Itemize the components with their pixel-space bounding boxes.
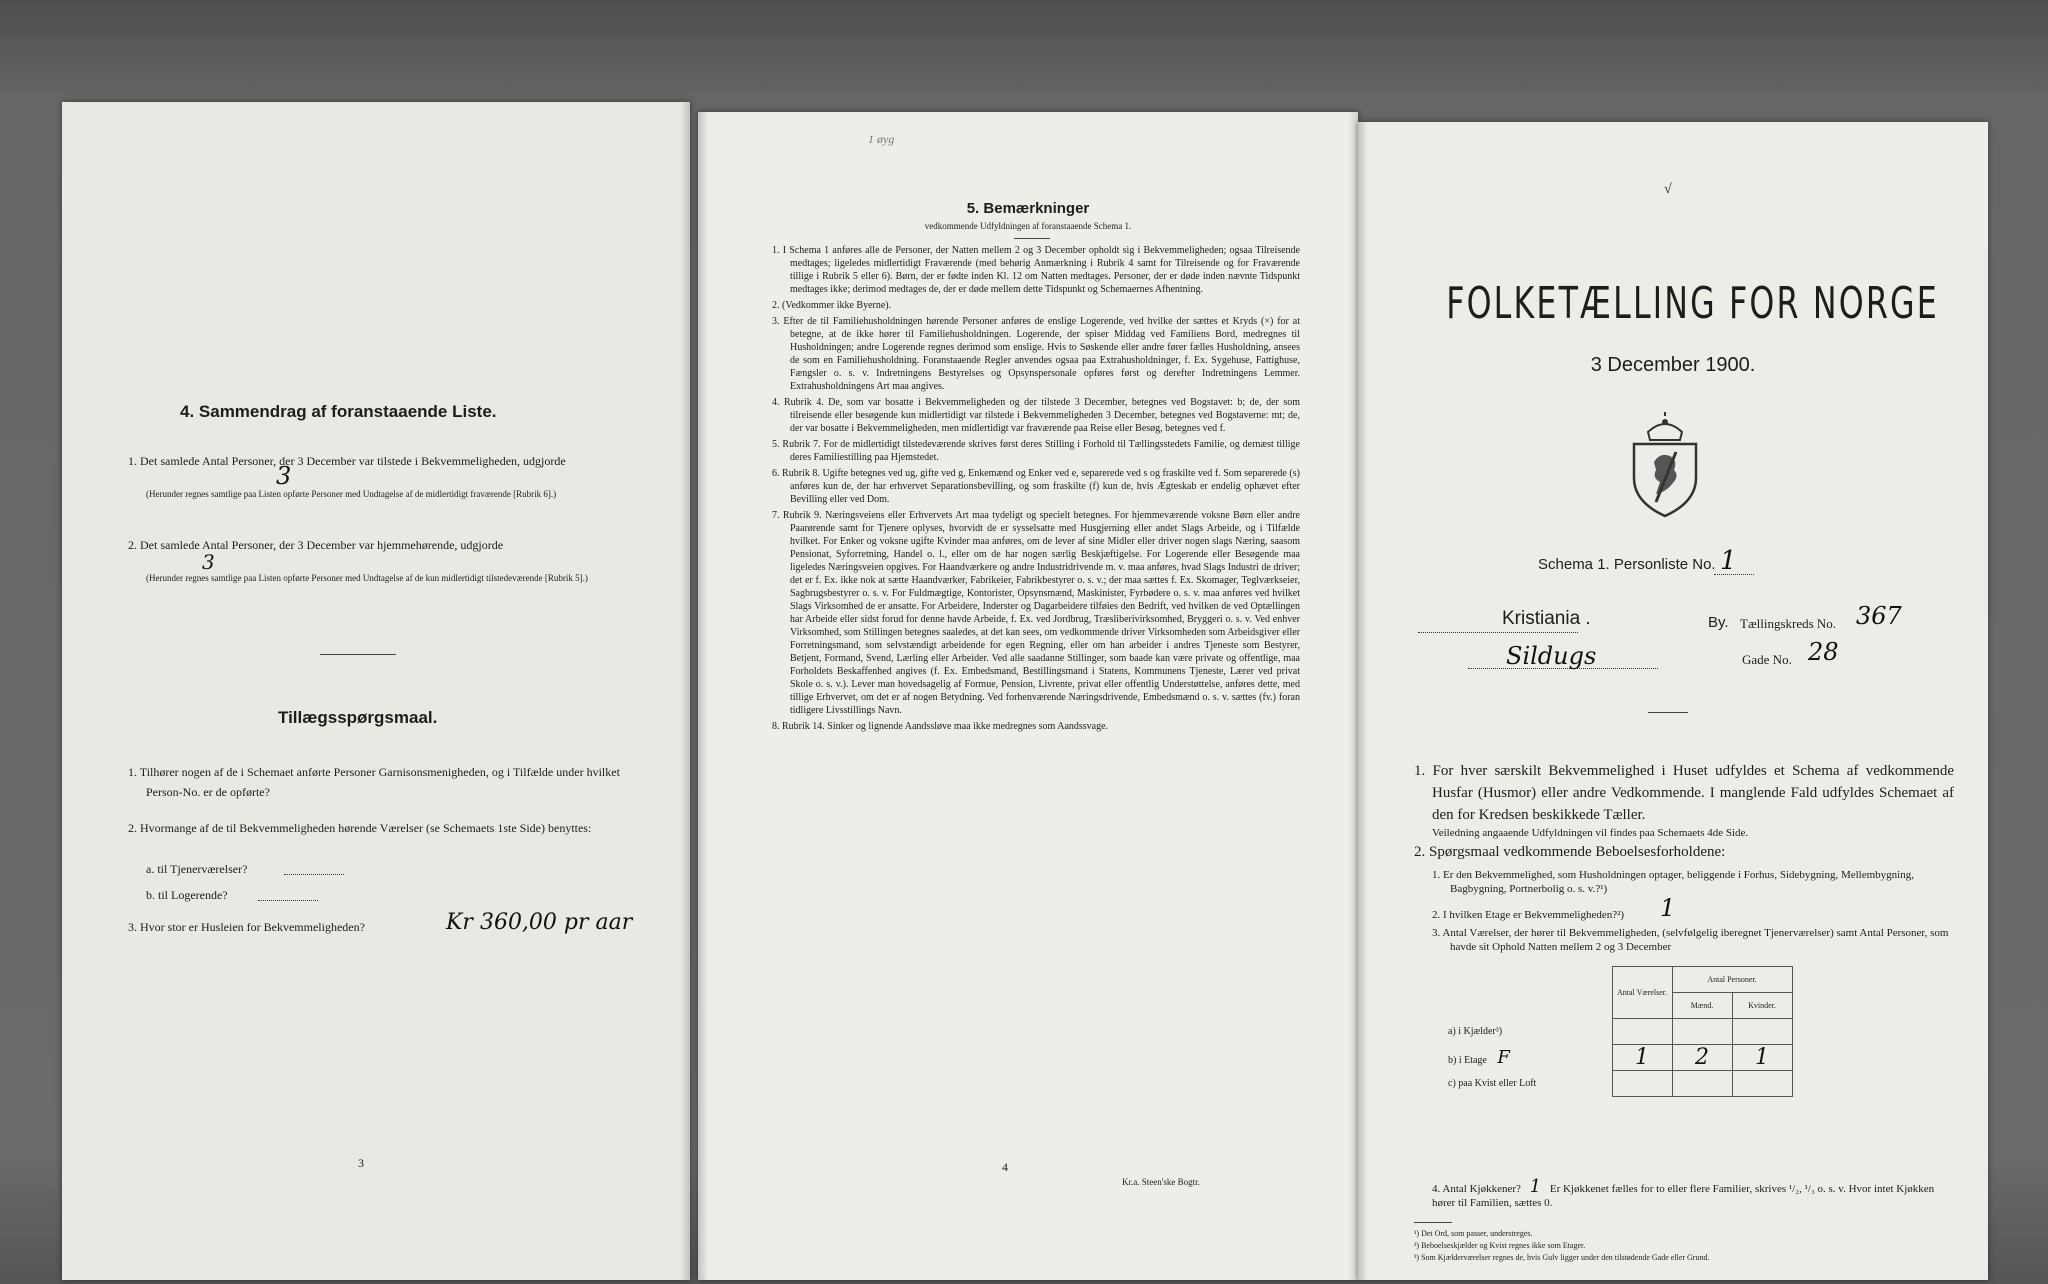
cell-rooms: 1 xyxy=(1612,1045,1672,1071)
page-number: 4 xyxy=(1002,1160,1008,1174)
q2-note: (Herunder regnes samtlige paa Listen opførte Personer med Undtagelse af de kun midlertidigt tilstedeværende [Rubrik 5].) xyxy=(146,573,588,583)
table-row xyxy=(1444,1019,1792,1045)
cell-women: 1 xyxy=(1732,1045,1792,1071)
pencil-mark: 1 øyg xyxy=(868,132,895,146)
cell-men: 2 xyxy=(1672,1045,1732,1071)
t3-text: 3. Hvor stor er Husleien for Bekvemmeligheden? xyxy=(128,920,365,934)
footnote: ¹) Det Ord, som passer, understreges. xyxy=(1414,1229,1533,1238)
occupancy-table xyxy=(1444,966,1793,1097)
row-label: a) i Kjælder³) xyxy=(1448,1026,1503,1037)
footnote: ²) Beboelseskjælder og Kvist regnes ikke som Etager. xyxy=(1414,1241,1586,1250)
question-4-text: Er Kjøkkenet fælles for to eller flere Familier, skrives ¹/₂, ¹/₃ o. s. v. Hvor intet Kjøkken hører til Familien, sættes 0. xyxy=(1432,1183,1935,1209)
cell-women xyxy=(1732,1019,1792,1045)
t1-text: 1. Tilhører nogen af de i Schemaet anførte Personer Garnisonsmenigheden, og i Tilfælde under hvilket Person-No. er de opførte? xyxy=(128,765,620,799)
row-etage: F xyxy=(1497,1047,1510,1068)
header-men: Mænd. xyxy=(1672,993,1732,1019)
main-title-wrap xyxy=(1358,278,1988,329)
remark-item: 5. Rubrik 7. For de midlertidigt tilstedeværende skrives først deres Stilling i Forhold til Tællingsstedets Familie, og dernæst tillige deres Familiestilling paa Hjemstedet. xyxy=(772,439,1300,463)
divider xyxy=(320,654,396,655)
t2b-answer-line xyxy=(258,900,318,901)
cell-men xyxy=(1672,1071,1732,1097)
remark-item: 3. Efter de til Familiehusholdningen hørende Personer anføres de enslige Logerende, ved hvilke der sættes et Kryds (×) for at betegne, at de ikke hører til Familiehusholdningen. Logerende, der spiser Middag ved Familiens Bord, medregnes til Husholdningen; andre Logerende regnes derimod som enslige. Hvis to Søskende eller andre fører fælles Husholdning, ansees de som en Familiehusholdning. Foranstaaende Regler anvendes ogsaa paa Extrahusholdninger, f. Ex. Sygehuse, Fattighuse, Fængsler o. s. v. Indretningens Bestyrelses og Opsynspersonale opføres først og derefter Indretningens Lemmer. Extrahusholdningens Art maa angives. xyxy=(772,316,1300,392)
header-women: Kvinder. xyxy=(1732,993,1792,1019)
page-fold xyxy=(680,102,690,1280)
header-rooms: Antal Værelser. xyxy=(1612,967,1672,1019)
footnote-divider xyxy=(1414,1222,1452,1223)
page-3 xyxy=(62,102,690,1280)
page-number: 3 xyxy=(358,1156,364,1170)
schema-label: Schema 1. Personliste No. xyxy=(1538,556,1716,573)
date-line: 3 December 1900. xyxy=(1590,354,1756,376)
question-2-value: 1 xyxy=(1660,894,1676,922)
section5-subtitle: vedkommende Udfyldningen af foranstaaende Schema 1. xyxy=(924,221,1132,231)
remark-item: 6. Rubrik 8. Ugifte betegnes ved ug, gifte ved g, Enkemænd og Enker ved e, separerede ved s og fraskilte ved f. Som separerede (s) anføres kun de, der har erhvervet Separationsbevilling, og som fraskilte (f) kun de, hvis Ægteskab er endelig ophævet efter Bevilling eller ved Dom. xyxy=(772,468,1300,505)
header-persons: Antal Personer. xyxy=(1672,967,1792,993)
city-value: Kristiania . xyxy=(1502,608,1591,629)
divider xyxy=(1648,712,1688,713)
table-row xyxy=(1444,1045,1792,1071)
by-label: By. xyxy=(1708,614,1729,631)
q1-text: 1. Det samlede Antal Personer, der 3 December var tilstede i Bekvemmeligheden, udgjorde xyxy=(128,454,566,468)
remark-item: 7. Rubrik 9. Næringsveiens eller Erhvervets Art maa tydeligt og specielt betegnes. For hjemmeværende voksne Børn eller andre Paarørende samt for Tjenere oplyses, hvorvidt de er sysselsatte med Husgjerning eller andet Slags Arbeide, og i Tilfælde hvilket. For Enker og voksne ugifte Kvinder maa anføres, om de lever af sine Midler eller driver nogen slags Næring, saasom Pensionat, Syforretning, Handel o. l., eller om de har nogen særlig Beskjæftigelse. For Logerende eller Besøgende maa ligeledes Næringsveien opgives. For Haandværkere og andre Industridrivende m. v. maa anføres, hvad Slags Industri de driver; det er f. Ex. ikke nok at sætte Haandværker, Fabrikeier, Fabrikbestyrer o. s. v.; der maa sættes f. Ex. Skomager, Teglværkseier, Sagbrugsbestyrer o. s. v. For Fuldmægtige, Kontorister, Opsynsmænd, Maskinister, Fyrbødere o. s. v. maa anføres ved hvilket Slags Virksomhed de er ansatte. For Arbeidere, Inderster og Dagarbeidere tilføies den Bedrift, ved hvilken de ved Optællingen har Arbeide eller sidst forud for denne havde Arbeide, f. Ex. ved Jordbrug, Træsliberivirksomhed, Bryggeri o. s. v. Ved enhver Virksomhed, som Stillingen betegnes saaledes, at det kan sees, om vedkommende driver Virksomheden som Arbeidsgiver eller Forretningsmand, som selvstændigt arbeidende for egen Regning, eller om han arbeider i andres Tjeneste som Bestyrer, Betjent, Formand, Svend, Lærling eller Arbeider. Ved alle saadanne Stillinger, som baade kan være private og offentlige, maa Forholdets Beskaffenhed angives (f. Ex. Embedsmand, Bestillingsmand i Statens, Kommunens Tjeneste, Lærer ved privat Skole o. s. v.). Lever man hovedsagelig af Formue, Pension, Livrente, privat eller offentlig Understøttelse, anføres dette, med tillige Erhvervet, om det er af nogen Betydning. Ved forhenværende Næringsdrivende, Embedsmænd o. s. v. sættes (fv.) foran tidligere Livsstillings Navn. xyxy=(772,510,1300,716)
t3-handwritten-value: Kr 360,00 pr aar xyxy=(446,910,633,935)
table-row xyxy=(1444,1071,1792,1097)
question-4-label: 4. Antal Kjøkkener? xyxy=(1432,1183,1521,1195)
remark-item: 2. (Vedkommer ikke Byerne). xyxy=(772,300,892,311)
q1-note: (Herunder regnes samtlige paa Listen opførte Personer med Undtagelse af de midlertidigt fraværende [Rubrik 6].) xyxy=(146,489,557,499)
row-label: c) paa Kvist eller Loft xyxy=(1448,1078,1537,1089)
printer-mark: Kr.a. Steen'ske Bogtr. xyxy=(1122,1177,1200,1187)
section5-title: 5. Bemærkninger xyxy=(966,200,1090,217)
tillaeg-title: Tillægsspørgsmaal. xyxy=(278,708,438,727)
q2-handwritten-value: 3 xyxy=(202,550,215,574)
instruction-2: 2. Spørgsmaal vedkommende Beboelsesforholdene: xyxy=(1414,844,1726,860)
remarks-list xyxy=(772,244,1300,736)
check-mark: √ xyxy=(1664,182,1672,197)
krets-value: 367 xyxy=(1856,602,1902,630)
footnotes xyxy=(1414,1228,1954,1264)
main-title: FOLKETÆLLING FOR NORGE xyxy=(1446,278,1939,329)
city-line xyxy=(1418,632,1578,633)
question-4-value: 1 xyxy=(1529,1176,1542,1197)
coat-of-arms-icon xyxy=(1626,412,1704,518)
footnote: ³) Som Kjælderværelser regnes de, hvis Gulv ligger under den tilstødende Gade eller Grund. xyxy=(1414,1253,1710,1262)
page-fold xyxy=(1348,112,1358,1280)
schema-line xyxy=(1714,574,1754,575)
question-1: 1. Er den Bekvemmelighed, som Husholdningen optager, beliggende i Forhus, Sidebygning, Mellembygning, Bagbygning, Portnerbolig o. s. v.?¹) xyxy=(1432,869,1914,895)
divider xyxy=(1014,238,1050,239)
t2a-label: a. til Tjenerværelser? xyxy=(146,862,248,876)
gade-value: 28 xyxy=(1808,638,1839,666)
page-fold xyxy=(698,112,708,1280)
page-1 xyxy=(1358,122,1988,1280)
schema-value: 1 xyxy=(1720,546,1737,576)
page-4 xyxy=(698,112,1358,1280)
question-3: 3. Antal Værelser, der hører til Bekvemmeligheden, (selvfølgelig iberegnet Tjenerværelser) samt Antal Personer, som havde sit Ophold Natten mellem 2 og 3 December xyxy=(1432,927,1949,953)
remark-item: 8. Rubrik 14. Sinker og lignende Aandssløve maa ikke medregnes som Aandssvage. xyxy=(772,721,1109,732)
krets-label: Tællingskreds No. xyxy=(1740,616,1837,631)
cell-men xyxy=(1672,1019,1732,1045)
cell-rooms xyxy=(1612,1071,1672,1097)
street-value: Sildugs xyxy=(1506,642,1597,670)
cell-rooms xyxy=(1612,1019,1672,1045)
q2-text: 2. Det samlede Antal Personer, der 3 December var hjemmehørende, udgjorde xyxy=(128,538,504,552)
section4-title: 4. Sammendrag af foranstaaende Liste. xyxy=(180,402,497,421)
question-2-label: 2. I hvilken Etage er Bekvemmeligheden?²) xyxy=(1432,909,1625,921)
remark-item: 4. Rubrik 4. De, som var bosatte i Bekvemmeligheden og der tilstede 3 December, betegnes ved Bogstavet: b; de, der som tilreisende eller besøgende kun midlertidigt var tilstede i Bekvemmeligheden 3 December, betegnes ved Bogstaverne: mt; de, der var bosatte i Bekvemmeligheden, men midlertidigt var fraværende paa Reise eller Besøg, betegnes ved f. xyxy=(772,397,1300,434)
t2a-answer-line xyxy=(284,874,344,875)
remark-item: 1. I Schema 1 anføres alle de Personer, der Natten mellem 2 og 3 December opholdt sig i Bekvemmeligheden; ogsaa Tilreisende medtages; ligeledes midlertidigt Fraværende (med behørig Anmærkning i Rubrik 4 samt for Tilreisende og for Fraværende tillige i Rubrik 5 eller 6). Børn, der er fødte inden Kl. 12 om Natten medtages. Personer, der er døde inden nævnte Tidspunkt medtages ikke; derimod medtages de, der er døde mellem dette Tidspunkt og Schemaernes Afhentning. xyxy=(772,245,1300,295)
t2b-label: b. til Logerende? xyxy=(146,888,228,902)
instruction-1: 1. For hver særskilt Bekvemmelighed i Huset udfyldes et Schema af vedkommende Husfar (Husmor) eller andre Vedkommende. I manglende Fald udfyldes Schemaet af den for Kredsen beskikkede Tæller. xyxy=(1414,763,1954,823)
q1-handwritten-value: 3 xyxy=(276,462,292,490)
instruction-1-note: Veiledning angaaende Udfyldningen vil findes paa Schemaets 4de Side. xyxy=(1432,827,1749,839)
row-label: b) i Etage xyxy=(1448,1055,1487,1066)
cell-women xyxy=(1732,1071,1792,1097)
question-4 xyxy=(1432,1176,1956,1210)
gade-label: Gade No. xyxy=(1742,652,1792,667)
t2-text: 2. Hvormange af de til Bekvemmeligheden hørende Værelser (se Schemaets 1ste Side) benyttes: xyxy=(128,821,592,835)
